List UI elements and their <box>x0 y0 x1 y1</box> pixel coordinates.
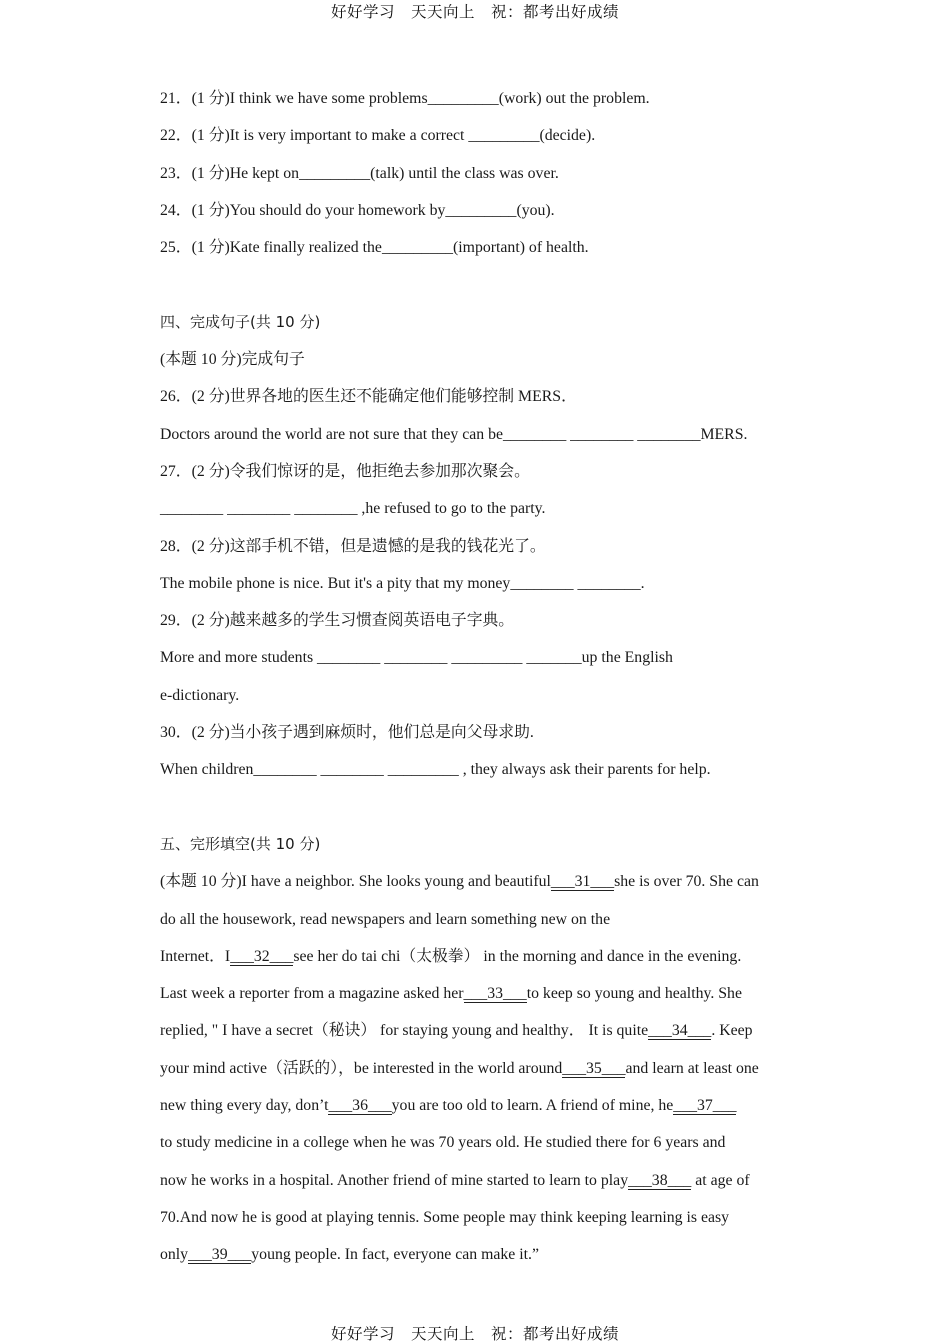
worksheet-body <box>160 80 800 1274</box>
cloze-line <box>160 975 800 1012</box>
cloze-text: and learn at least one <box>625 1059 759 1077</box>
question-30-answer: When children________ ________ _________ , they always ask their parents for help. <box>160 761 711 779</box>
cloze-blank-31: ___31___ <box>550 873 615 891</box>
cloze-text: see her do tai chi（太极拳） in the morning and dance in the evening. <box>293 947 742 965</box>
cloze-blank-34: ___34___ <box>648 1022 712 1040</box>
cloze-text: now he works in a hospital. Another friend of mine started to learn to play <box>160 1171 629 1189</box>
question-28-prompt: 28．(2 分)这部手机不错，但是遗憾的是我的钱花光了。 <box>160 537 546 555</box>
cloze-line <box>160 1162 800 1199</box>
cloze-text: only <box>160 1246 189 1264</box>
cloze-blank-32: ___32___ <box>230 947 294 965</box>
cloze-line <box>160 1199 800 1236</box>
cloze-text: 70.And now he is good at playing tennis. Some people may think keeping learning is easy <box>160 1208 730 1226</box>
cloze-blank-37: ___37___ <box>673 1097 737 1115</box>
spacer <box>160 789 800 826</box>
cloze-text: replied, " I have a secret（秘诀） for staying young and healthy． It is quite <box>160 1022 649 1040</box>
section-4-title: 四、完成句子(共 10 分) <box>160 312 321 331</box>
cloze-text: . Keep <box>711 1022 753 1040</box>
cloze-text: your mind active（活跃的），be interested in the world around <box>160 1059 563 1077</box>
cloze-blank-36: ___36___ <box>328 1097 392 1115</box>
cloze-line <box>160 901 800 938</box>
cloze-text: you are too old to learn. A friend of mine, he <box>391 1097 674 1115</box>
page-footer: 好好学习 天天向上 祝：都考出好成绩 <box>330 1325 619 1343</box>
cloze-line <box>160 938 800 975</box>
question-29-prompt: 29．(2 分)越来越多的学生习惯查阅英语电子字典。 <box>160 612 515 630</box>
cloze-line <box>160 863 800 900</box>
page-header: 好好学习 天天向上 祝：都考出好成绩 <box>330 3 619 21</box>
cloze-text: Internet．I <box>160 947 231 965</box>
question-26-prompt: 26．(2 分)世界各地的医生还不能确定他们能够控制 MERS． <box>160 388 577 406</box>
question-27-answer: ________ ________ ________ ,he refused to go to the party. <box>160 500 546 518</box>
cloze-line <box>160 1012 800 1049</box>
cloze-text: new thing every day, don’t <box>160 1097 329 1115</box>
question-30-prompt: 30．(2 分)当小孩子遇到麻烦时，他们总是向父母求助. <box>160 724 534 742</box>
cloze-blank-39: ___39___ <box>188 1246 252 1264</box>
cloze-text: she is over 70. She can <box>614 873 759 891</box>
cloze-text: Last week a reporter from a magazine asked her <box>160 985 464 1003</box>
cloze-line <box>160 1124 800 1161</box>
question-28-answer: The mobile phone is nice. But it's a pity that my money________ ________. <box>160 574 645 592</box>
question-26-answer: Doctors around the world are not sure that they can be________ ________ ________MERS. <box>160 425 748 443</box>
cloze-text: to keep so young and healthy. She <box>526 985 742 1003</box>
cloze-blank-33: ___33___ <box>463 985 527 1003</box>
question-23: 23．(1 分)He kept on_________(talk) until the class was over. <box>160 164 559 182</box>
section-5-title: 五、完形填空(共 10 分) <box>160 834 321 853</box>
cloze-line <box>160 1087 800 1124</box>
question-27-prompt: 27．(2 分)令我们惊讶的是，他拒绝去参加那次聚会。 <box>160 462 530 480</box>
cloze-text: at age of <box>691 1171 750 1189</box>
question-29-answer-cont: e-dictionary. <box>160 686 240 704</box>
cloze-text: (本题 10 分)I have a neighbor. She looks young and beautiful <box>160 873 551 891</box>
cloze-line <box>160 1050 800 1087</box>
question-21: 21．(1 分)I think we have some problems_________(work) out the problem. <box>160 90 650 107</box>
question-29-answer: More and more students ________ ________ _________ _______up the English <box>160 649 673 667</box>
spacer <box>160 266 800 303</box>
cloze-blank-35: ___35___ <box>562 1059 626 1077</box>
question-24: 24．(1 分)You should do your homework by_________(you). <box>160 201 555 219</box>
cloze-text: young people. In fact, everyone can make it.” <box>251 1246 540 1264</box>
cloze-line <box>160 1236 800 1273</box>
question-22: 22．(1 分)It is very important to make a correct _________(decide). <box>160 127 596 145</box>
cloze-text: to study medicine in a college when he was 70 years old. He studied there for 6 years and <box>160 1134 726 1152</box>
section-4-intro: (本题 10 分)完成句子 <box>160 351 305 369</box>
cloze-blank-38: ___38___ <box>628 1171 692 1189</box>
question-25: 25．(1 分)Kate finally realized the_________(important) of health. <box>160 239 589 257</box>
cloze-text: do all the housework, read newspapers and learn something new on the <box>160 910 611 928</box>
